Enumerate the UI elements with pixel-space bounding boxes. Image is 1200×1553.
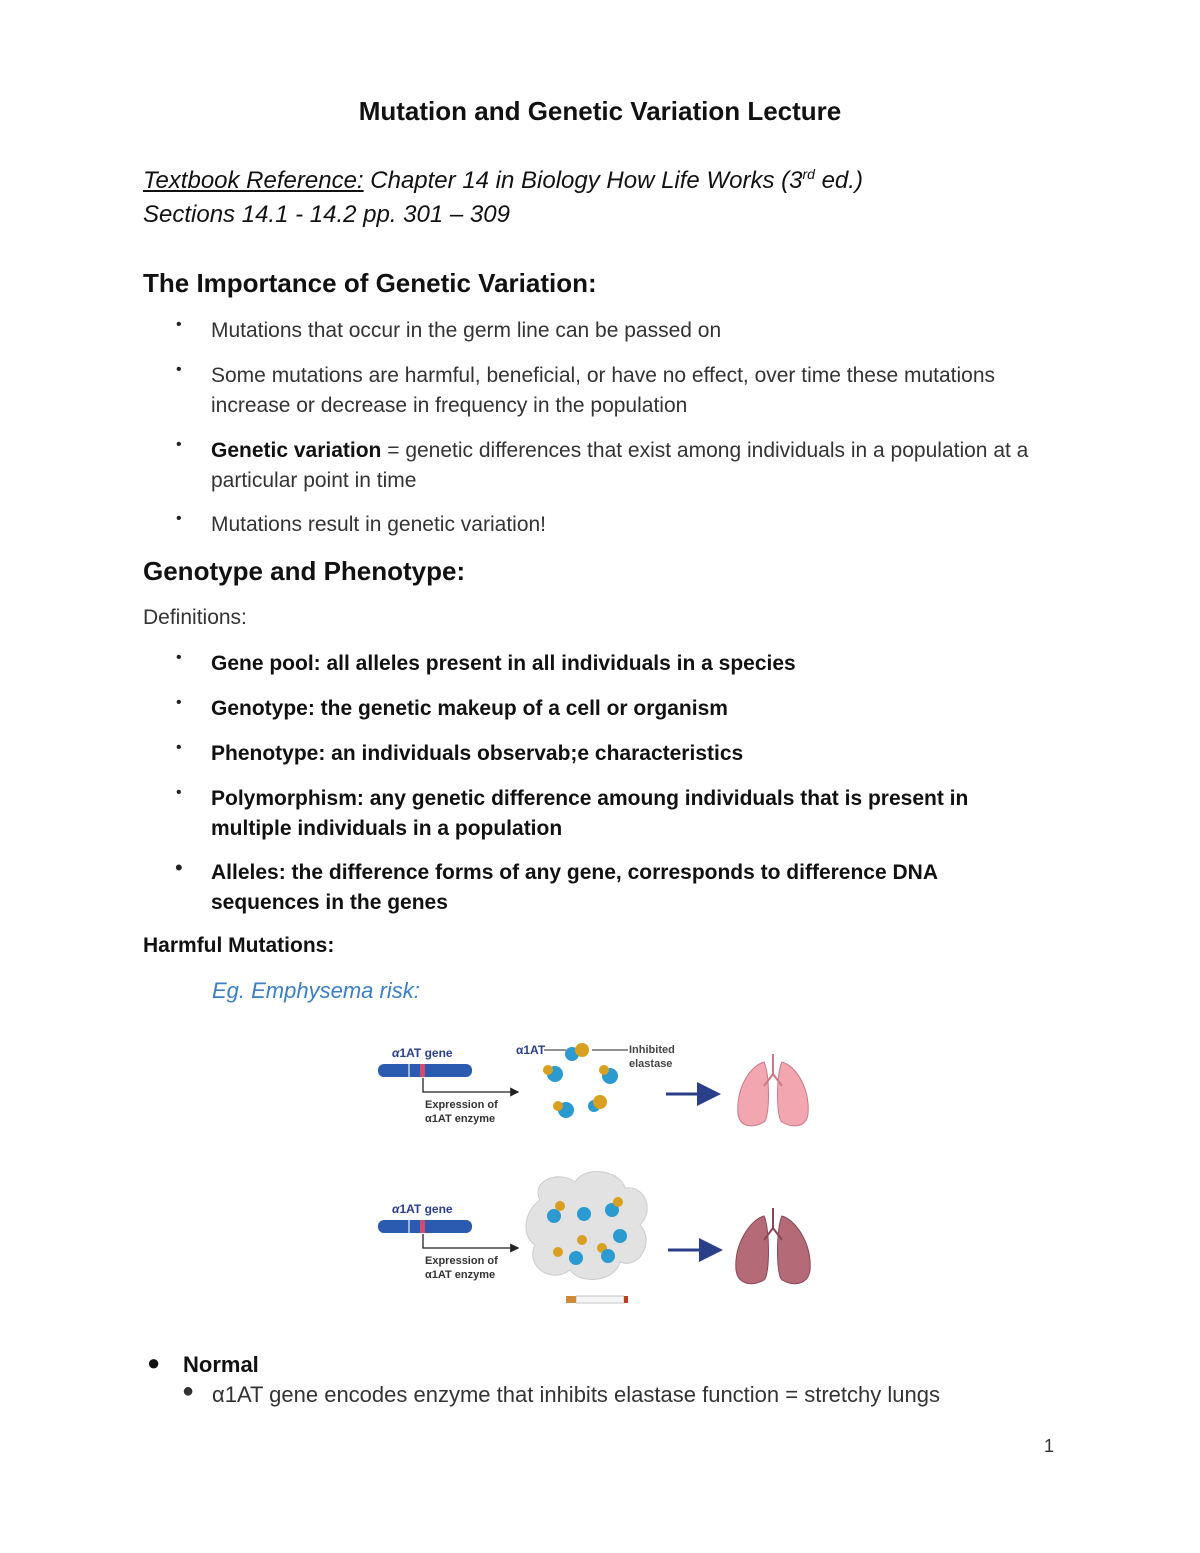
damaged-lungs-icon [736, 1208, 810, 1284]
bullet-marker: • [176, 784, 182, 801]
heading-genetic-variation: The Importance of Genetic Variation: [143, 268, 597, 298]
bullet-marker: ● [182, 1380, 195, 1402]
smoke-cloud [526, 1172, 647, 1280]
list-item-text: Gene pool: all alleles present in all individuals in a species [211, 652, 796, 675]
gene-band-bottom [420, 1220, 425, 1233]
bullet-marker: • [176, 510, 182, 527]
bullet-marker: • [176, 694, 182, 711]
bullet-marker: • [176, 361, 182, 378]
reference-text-end: ed.) [814, 167, 863, 194]
bullet-marker: ● [147, 1350, 161, 1375]
bullet-marker: • [176, 316, 182, 333]
bullet-marker: • [176, 739, 182, 756]
cigarette-icon [566, 1296, 628, 1303]
expression-label-top: Expression of [425, 1099, 498, 1111]
example-emphysema: Eg. Emphysema risk: [212, 978, 420, 1003]
enzyme-label-bottom: α1AT enzyme [425, 1269, 496, 1281]
heading-harmful-mutations: Harmful Mutations: [143, 934, 335, 957]
document-title: Mutation and Genetic Variation Lecture [358, 96, 842, 126]
textbook-reference [143, 164, 863, 232]
list-item-text: Genotype: the genetic makeup of a cell or organism [211, 697, 728, 720]
list-item-text: Phenotype: an individuals observab;e characteristics [211, 742, 744, 765]
centromere-bottom [408, 1220, 410, 1233]
enzyme-complexes-top [543, 1043, 618, 1118]
alpha1at-diagram [370, 1030, 840, 1320]
reference-line-2: Sections 14.1 - 14.2 pp. 301 – 309 [143, 201, 510, 228]
inhibited-label: Inhibited [629, 1044, 675, 1056]
enzyme-label-top: α1AT enzyme [425, 1113, 496, 1125]
bullet-marker: • [176, 649, 182, 666]
reference-label: Textbook Reference: [143, 167, 364, 194]
reference-text: Chapter 14 in Biology How Life Works (3 [363, 167, 803, 194]
bullet-marker: • [176, 436, 182, 453]
expression-arrow-bottom [423, 1234, 518, 1248]
heading-genotype-phenotype: Genotype and Phenotype: [143, 556, 466, 586]
list-item-text: Mutations that occur in the germ line can be passed on [211, 319, 722, 342]
list-item-text: Mutations result in genetic variation! [211, 513, 547, 536]
list-item-text: Polymorphism: any genetic difference amoung individuals that is present in multiple individuals in a population [211, 787, 969, 840]
list-item-text: Alleles: the difference forms of any gene, corresponds to difference DNA sequences in the genes [211, 861, 938, 914]
normal-pathway [378, 1043, 808, 1126]
alpha1at-figure [370, 1030, 840, 1320]
normal-label: Normal [183, 1352, 259, 1377]
gene-label-top: α1AT gene [392, 1046, 453, 1060]
reference-sup: rd [802, 166, 815, 182]
gene-band-top [420, 1064, 425, 1077]
list-item-text [211, 436, 1051, 496]
centromere-top [408, 1064, 410, 1077]
bullet-marker: • [175, 855, 183, 880]
smoking-pathway [378, 1172, 810, 1303]
healthy-lungs-icon [738, 1054, 808, 1126]
expression-arrow-top [423, 1078, 518, 1092]
list-item-text: Some mutations are harmful, beneficial, or have no effect, over time these mutations increase or decrease in frequency in the population [211, 364, 996, 417]
term-genetic-variation: Genetic variation [211, 439, 382, 462]
expression-label-bottom: Expression of [425, 1255, 498, 1267]
definition-genetic-variation: = genetic differences that exist among individuals in a population at a particular point in time [211, 439, 1029, 492]
elastase-label: elastase [629, 1058, 673, 1070]
reference-line-1 [143, 164, 863, 198]
gene-label-bottom: α1AT gene [392, 1202, 453, 1216]
protein-label: α1AT [516, 1043, 546, 1057]
definitions-label: Definitions: [143, 606, 247, 629]
page-number: 1 [1044, 1436, 1055, 1456]
normal-description: α1AT gene encodes enzyme that inhibits elastase function = stretchy lungs [212, 1382, 940, 1407]
